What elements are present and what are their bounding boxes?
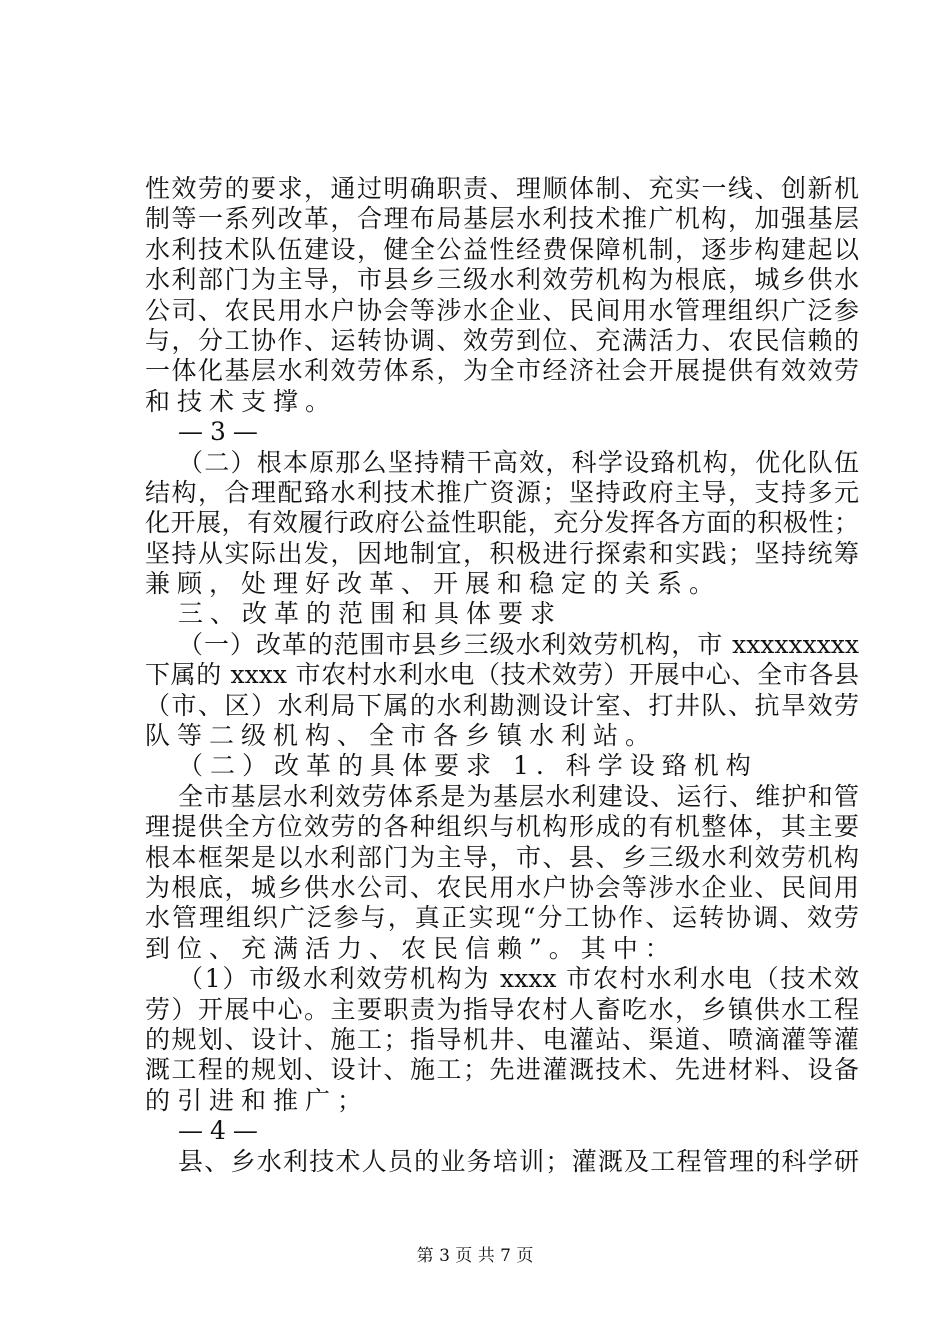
text-line: 坚持从实际出发，因地制宜，积极进行探索和实践；坚持统筹 <box>145 538 859 568</box>
text-line: 三、改革的范围和具体要求 <box>178 599 563 629</box>
text-line: 公司、农民用水户协会等涉水企业、民间用水管理组织广泛参 <box>145 295 859 325</box>
page-marker: —3— <box>178 417 265 447</box>
page-footer: 第 3 页 共 7 页 <box>416 1246 534 1266</box>
text-line: （二）根本原那么坚持精干高效，科学设臵机构，优化队伍 <box>178 447 859 477</box>
text-line: 下属的 xxxx 市农村水利水电（技术效劳）开展中心、全市各县 <box>145 660 859 690</box>
text-line: 县、乡水利技术人员的业务培训；灌溉及工程管理的科学研 <box>178 1146 859 1176</box>
text-line: 性效劳的要求，通过明确职责、理顺体制、充实一线、创新机 <box>145 174 859 203</box>
text-line: 化开展，有效履行政府公益性职能，充分发挥各方面的积极性； <box>145 508 859 538</box>
text-line: （二）改革的具体要求 1. 科学设臵机构 <box>178 751 758 781</box>
text-line: 水利部门为主导，市县乡三级水利效劳机构为根底，城乡供水 <box>145 265 859 295</box>
text-line: （市、区）水利局下属的水利勘测设计室、打井队、抗旱效劳 <box>145 690 859 720</box>
text-line: 水管理组织广泛参与，真正实现“分工协作、运转协调、效劳 <box>145 903 859 933</box>
text-line: 根本框架是以水利部门为主导，市、县、乡三级水利效劳机构 <box>145 842 859 872</box>
text-line: 队等二级机构、全市各乡镇水利站。 <box>145 721 658 751</box>
text-line: 全市基层水利效劳体系是为基层水利建设、运行、维护和管 <box>178 781 859 811</box>
text-line: 的引进和推广； <box>145 1085 370 1115</box>
text-line: 的规划、设计、施工；指导机井、电灌站、渠道、喷滴灌等灌 <box>145 1024 859 1054</box>
text-line: 结构，合理配臵水利技术推广资源；坚持政府主导，支持多元 <box>145 477 859 507</box>
text-line: 水利技术队伍建设，健全公益性经费保障机制，逐步构建起以 <box>145 234 859 264</box>
text-line: 制等一系列改革，合理布局基层水利技术推广机构，加强基层 <box>145 204 859 234</box>
text-line: 为根底，城乡供水公司、农民用水户协会等涉水企业、民间用 <box>145 872 859 902</box>
document-body <box>145 174 859 1177</box>
text-line: 理提供全方位效劳的各种组织与机构形成的有机整体，其主要 <box>145 812 859 842</box>
text-line: （1）市级水利效劳机构为 xxxx 市农村水利水电（技术效 <box>178 964 859 994</box>
text-line: 兼顾，处理好改革、开展和稳定的关系。 <box>145 569 722 599</box>
text-line: 劳）开展中心。主要职责为指导农村人畜吃水，乡镇供水工程 <box>145 994 859 1024</box>
text-line: 到位、充满活力、农民信赖”。其中： <box>145 933 677 963</box>
text-line: 与，分工协作、运转协调、效劳到位、充满活力、农民信赖的 <box>145 325 859 355</box>
text-line: 和技术支撑。 <box>145 386 338 416</box>
text-line: 溉工程的规划、设计、施工；先进灌溉技术、先进材料、设备 <box>145 1055 859 1085</box>
text-line: （一）改革的范围市县乡三级水利效劳机构，市 xxxxxxxxx <box>178 629 859 659</box>
text-line: 一体化基层水利效劳体系，为全市经济社会开展提供有效效劳 <box>145 356 859 386</box>
page-marker: —4— <box>178 1116 265 1146</box>
